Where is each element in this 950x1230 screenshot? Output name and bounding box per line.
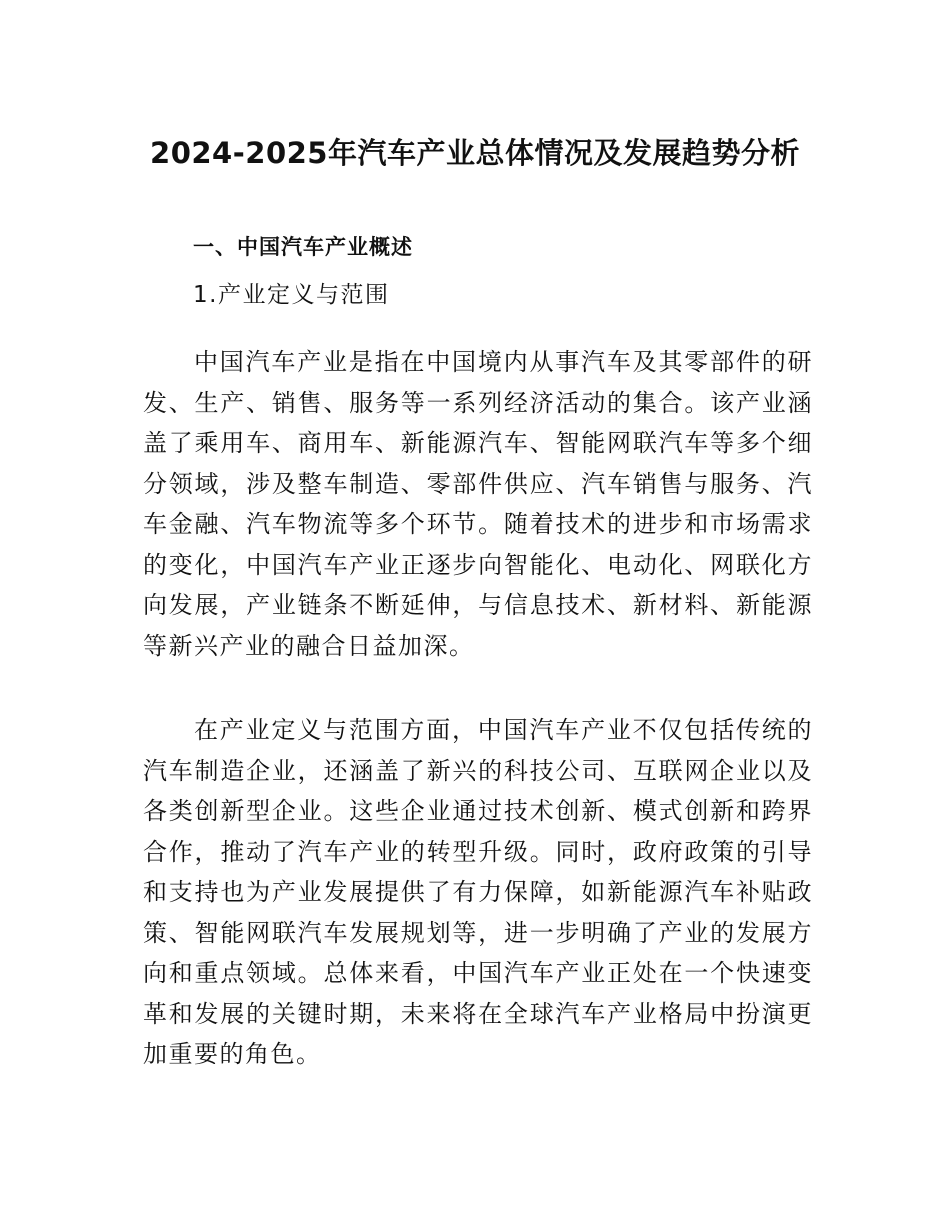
document-title: 2024-2025年汽车产业总体情况及发展趋势分析 xyxy=(150,136,800,171)
paragraph-2: 在产业定义与范围方面，中国汽车产业不仅包括传统的汽车制造企业，还涵盖了新兴的科技公司、互联网企业以及各类创新型企业。这些企业通过技术创新、模式创新和跨界合作，推动了汽车产业的转型升级。同时，政府政策的引导和支持也为产业发展提供了有力保障，如新能源汽车补贴政策、智能网联汽车发展规划等，进一步明确了产业的发展方向和重点领域。总体来看，中国汽车产业正处在一个快速变革和发展的关键时期，未来将在全球汽车产业格局中扮演更加重要的角色。 xyxy=(143,716,813,1068)
subsection-heading: 1.产业定义与范围 xyxy=(193,282,390,308)
section-heading: 一、中国汽车产业概述 xyxy=(193,235,413,259)
paragraph-1: 中国汽车产业是指在中国境内从事汽车及其零部件的研发、生产、销售、服务等一系列经济活动的集合。该产业涵盖了乘用车、商用车、新能源汽车、智能网联汽车等多个细分领域，涉及整车制造、零部件供应、汽车销售与服务、汽车金融、汽车物流等多个环节。随着技术的进步和市场需求的变化，中国汽车产业正逐步向智能化、电动化、网联化方向发展，产业链条不断延伸，与信息技术、新材料、新能源等新兴产业的融合日益加深。 xyxy=(143,348,813,660)
